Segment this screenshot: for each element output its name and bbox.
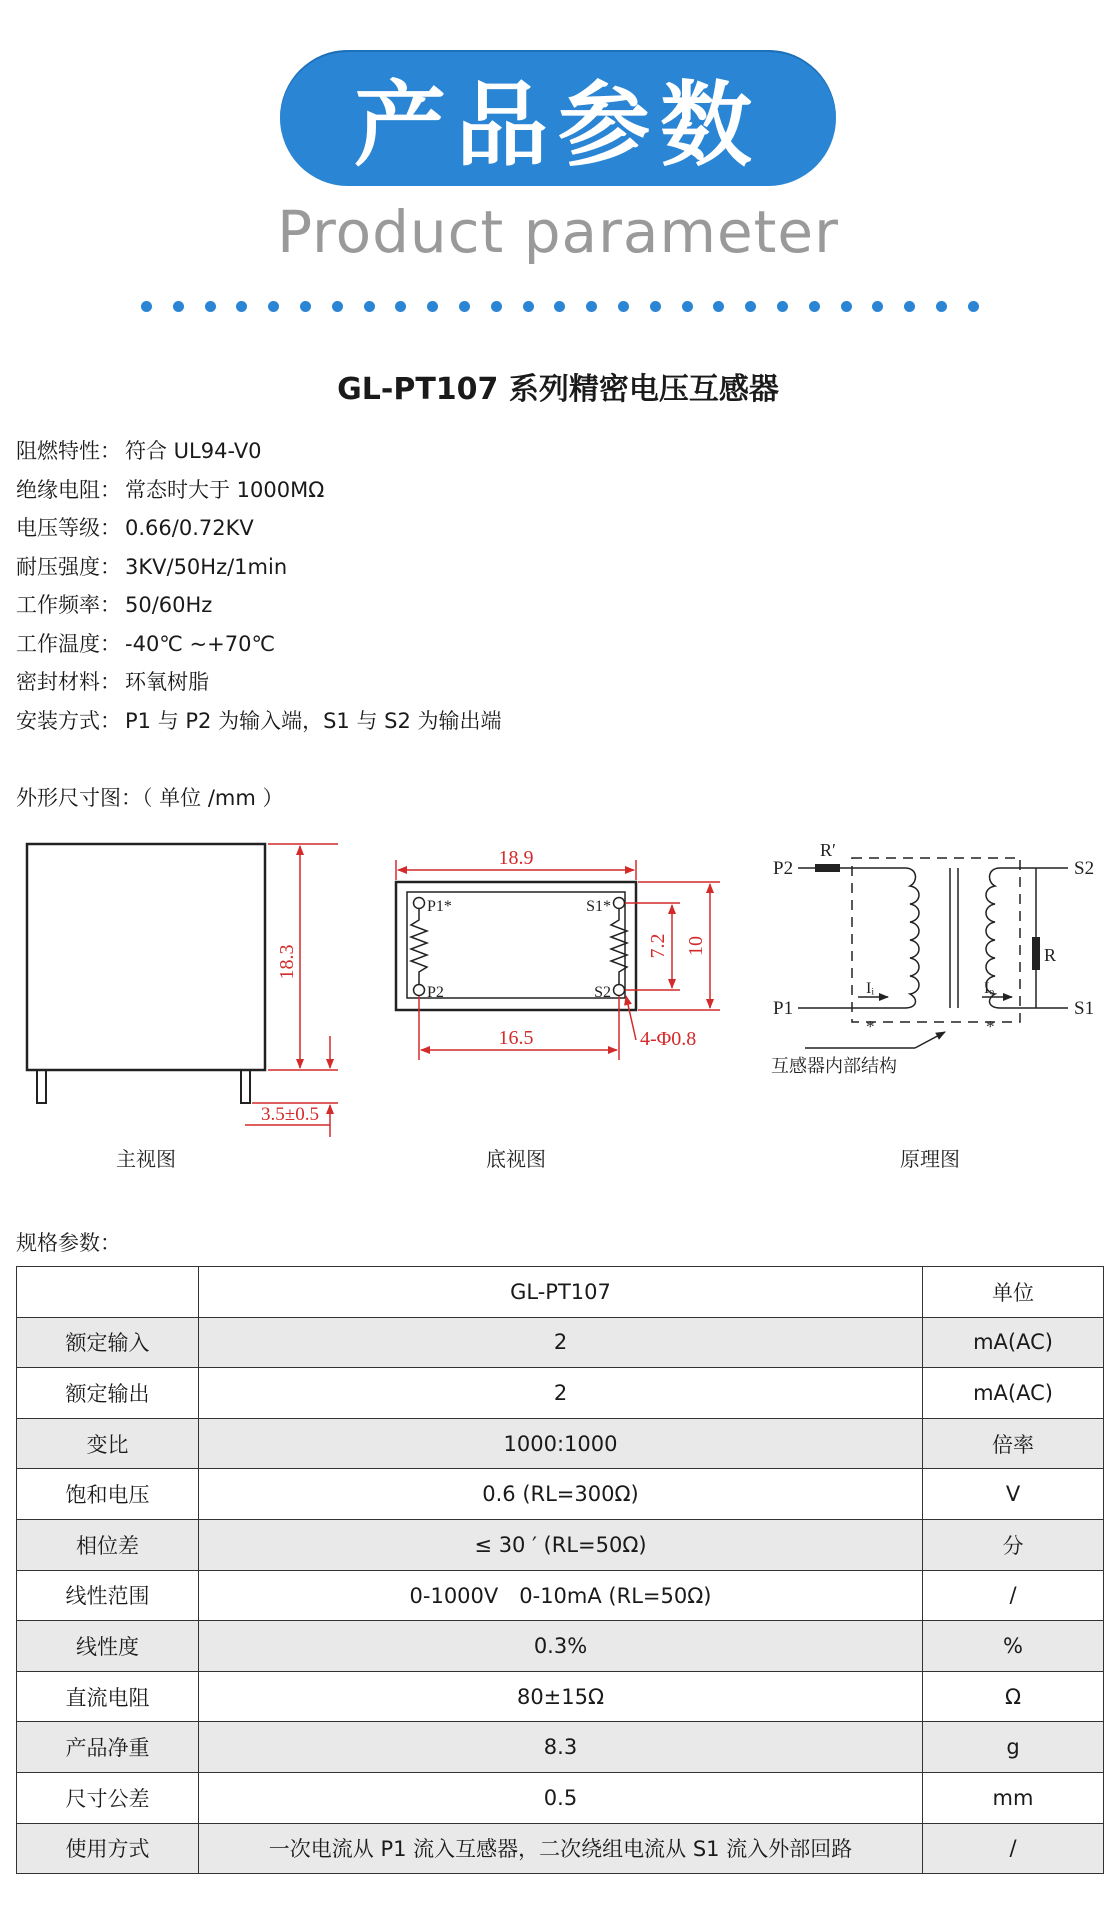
table-cell: 相位差	[17, 1519, 199, 1570]
title-banner	[280, 50, 836, 186]
table-cell: g	[923, 1722, 1104, 1773]
property-key: 阻燃特性：	[16, 439, 121, 463]
bottom-width-inner: 16.5	[498, 1027, 534, 1049]
table-cell: 饱和电压	[17, 1469, 199, 1520]
bottom-height-outer: 10	[685, 936, 707, 956]
property-key: 工作温度：	[16, 631, 121, 656]
table-cell: ≤ 30 ′ (RL=50Ω)	[199, 1519, 923, 1570]
table-row	[17, 1519, 1104, 1570]
table-cell: 额定输入	[17, 1317, 199, 1368]
schematic-view	[771, 840, 1094, 1171]
schematic-r-prime: R′	[820, 840, 836, 860]
schematic-star-right: *	[986, 1017, 995, 1036]
schematic-io: Iₒ	[984, 980, 994, 997]
table-cell: /	[923, 1823, 1104, 1874]
table-row	[17, 1621, 1104, 1672]
page-subtitle: Product parameter	[277, 198, 839, 266]
table-cell: 线性范围	[17, 1570, 199, 1621]
spec-table	[16, 1266, 1104, 1874]
property-item	[16, 471, 501, 510]
property-value: 50/60Hz	[125, 593, 213, 617]
schematic-caption: 原理图	[900, 1149, 960, 1171]
spec-label: 规格参数：	[16, 1231, 121, 1255]
table-cell: mA(AC)	[923, 1317, 1104, 1368]
table-cell: V	[923, 1469, 1104, 1520]
bottom-height-inner: 7.2	[647, 933, 669, 959]
property-key: 绝缘电阻：	[16, 477, 121, 502]
property-item	[16, 432, 501, 471]
property-item	[16, 663, 501, 702]
property-key: 耐压强度：	[16, 554, 121, 579]
table-row	[17, 1418, 1104, 1469]
table-cell: %	[923, 1621, 1104, 1672]
table-cell: 直流电阻	[17, 1671, 199, 1722]
schematic-r: R	[1044, 945, 1057, 965]
property-value: -40℃ ~+70℃	[125, 631, 276, 656]
table-cell: 8.3	[199, 1722, 923, 1773]
front-view-caption: 主视图	[116, 1149, 176, 1171]
bottom-view-caption: 底视图	[486, 1149, 546, 1171]
dot-divider	[141, 300, 979, 312]
front-view	[27, 844, 338, 1171]
table-cell: 线性度	[17, 1621, 199, 1672]
property-list	[16, 432, 501, 740]
table-row	[17, 1469, 1104, 1520]
schematic-note: 互感器内部结构	[771, 1056, 897, 1076]
table-header-row	[17, 1267, 1104, 1318]
table-cell: 变比	[17, 1418, 199, 1469]
table-cell: 2	[199, 1317, 923, 1368]
property-value: P1 与 P2 为输入端，S1 与 S2 为输出端	[125, 708, 502, 733]
property-value: 常态时大于 1000MΩ	[125, 477, 325, 502]
table-row	[17, 1570, 1104, 1621]
table-cell: Ω	[923, 1671, 1104, 1722]
property-value: 符合 UL94-V0	[125, 439, 262, 463]
table-cell: 0.6 (RL=300Ω)	[199, 1469, 923, 1520]
property-item	[16, 548, 501, 587]
table-header-cell	[17, 1267, 199, 1318]
schematic-star-left: *	[866, 1017, 875, 1036]
schematic-p1: P1	[773, 998, 794, 1019]
table-header-cell: GL-PT107	[199, 1267, 923, 1318]
schematic-p2: P2	[773, 858, 794, 879]
table-row	[17, 1368, 1104, 1419]
table-cell: 0-1000V 0-10mA (RL=50Ω)	[199, 1570, 923, 1621]
page-title: 产品参数	[353, 72, 762, 179]
schematic-s2: S2	[1074, 858, 1095, 879]
product-title: GL-PT107 系列精密电压互感器	[337, 372, 779, 407]
table-cell: mm	[923, 1772, 1104, 1823]
dimension-diagrams	[0, 820, 1116, 1180]
property-item	[16, 702, 501, 741]
schematic-s1: S1	[1074, 998, 1095, 1019]
property-key: 工作频率：	[16, 593, 121, 617]
schematic-ii: Iᵢ	[866, 980, 874, 997]
table-cell: 1000:1000	[199, 1418, 923, 1469]
bottom-view	[396, 847, 720, 1171]
bottom-s2-label: S2	[594, 984, 611, 1001]
table-cell: 倍率	[923, 1418, 1104, 1469]
table-cell: 使用方式	[17, 1823, 199, 1874]
property-key: 安装方式：	[16, 708, 121, 733]
table-header-cell: 单位	[923, 1267, 1104, 1318]
front-pin-label: 3.5±0.5	[261, 1104, 319, 1125]
table-row	[17, 1772, 1104, 1823]
bottom-p2-label: P2	[427, 984, 444, 1001]
property-key: 密封材料：	[16, 670, 121, 694]
table-cell: mA(AC)	[923, 1368, 1104, 1419]
property-value: 3KV/50Hz/1min	[125, 554, 288, 579]
property-key: 电压等级：	[16, 516, 121, 540]
table-cell: 额定输出	[17, 1368, 199, 1419]
table-row	[17, 1722, 1104, 1773]
table-cell: 0.5	[199, 1772, 923, 1823]
front-height-label: 18.3	[276, 944, 298, 980]
table-cell: 2	[199, 1368, 923, 1419]
table-cell: 分	[923, 1519, 1104, 1570]
bottom-s1-label: S1*	[586, 898, 611, 915]
property-value: 0.66/0.72KV	[125, 516, 254, 540]
table-row	[17, 1823, 1104, 1874]
table-cell: 0.3%	[199, 1621, 923, 1672]
table-cell: 80±15Ω	[199, 1671, 923, 1722]
table-cell: 尺寸公差	[17, 1772, 199, 1823]
property-item	[16, 625, 501, 664]
table-row	[17, 1317, 1104, 1368]
table-row	[17, 1671, 1104, 1722]
table-cell: /	[923, 1570, 1104, 1621]
table-cell: 产品净重	[17, 1722, 199, 1773]
property-item	[16, 509, 501, 548]
dimensions-label: 外形尺寸图：（ 单位 /mm ）	[16, 786, 284, 810]
bottom-width-outer: 18.9	[498, 847, 534, 869]
bottom-p1-label: P1*	[427, 898, 452, 915]
table-cell: 一次电流从 P1 流入互感器，二次绕组电流从 S1 流入外部回路	[199, 1823, 923, 1874]
property-value: 环氧树脂	[125, 670, 209, 694]
bottom-holes-label: 4-Φ0.8	[640, 1028, 697, 1050]
property-item	[16, 586, 501, 625]
